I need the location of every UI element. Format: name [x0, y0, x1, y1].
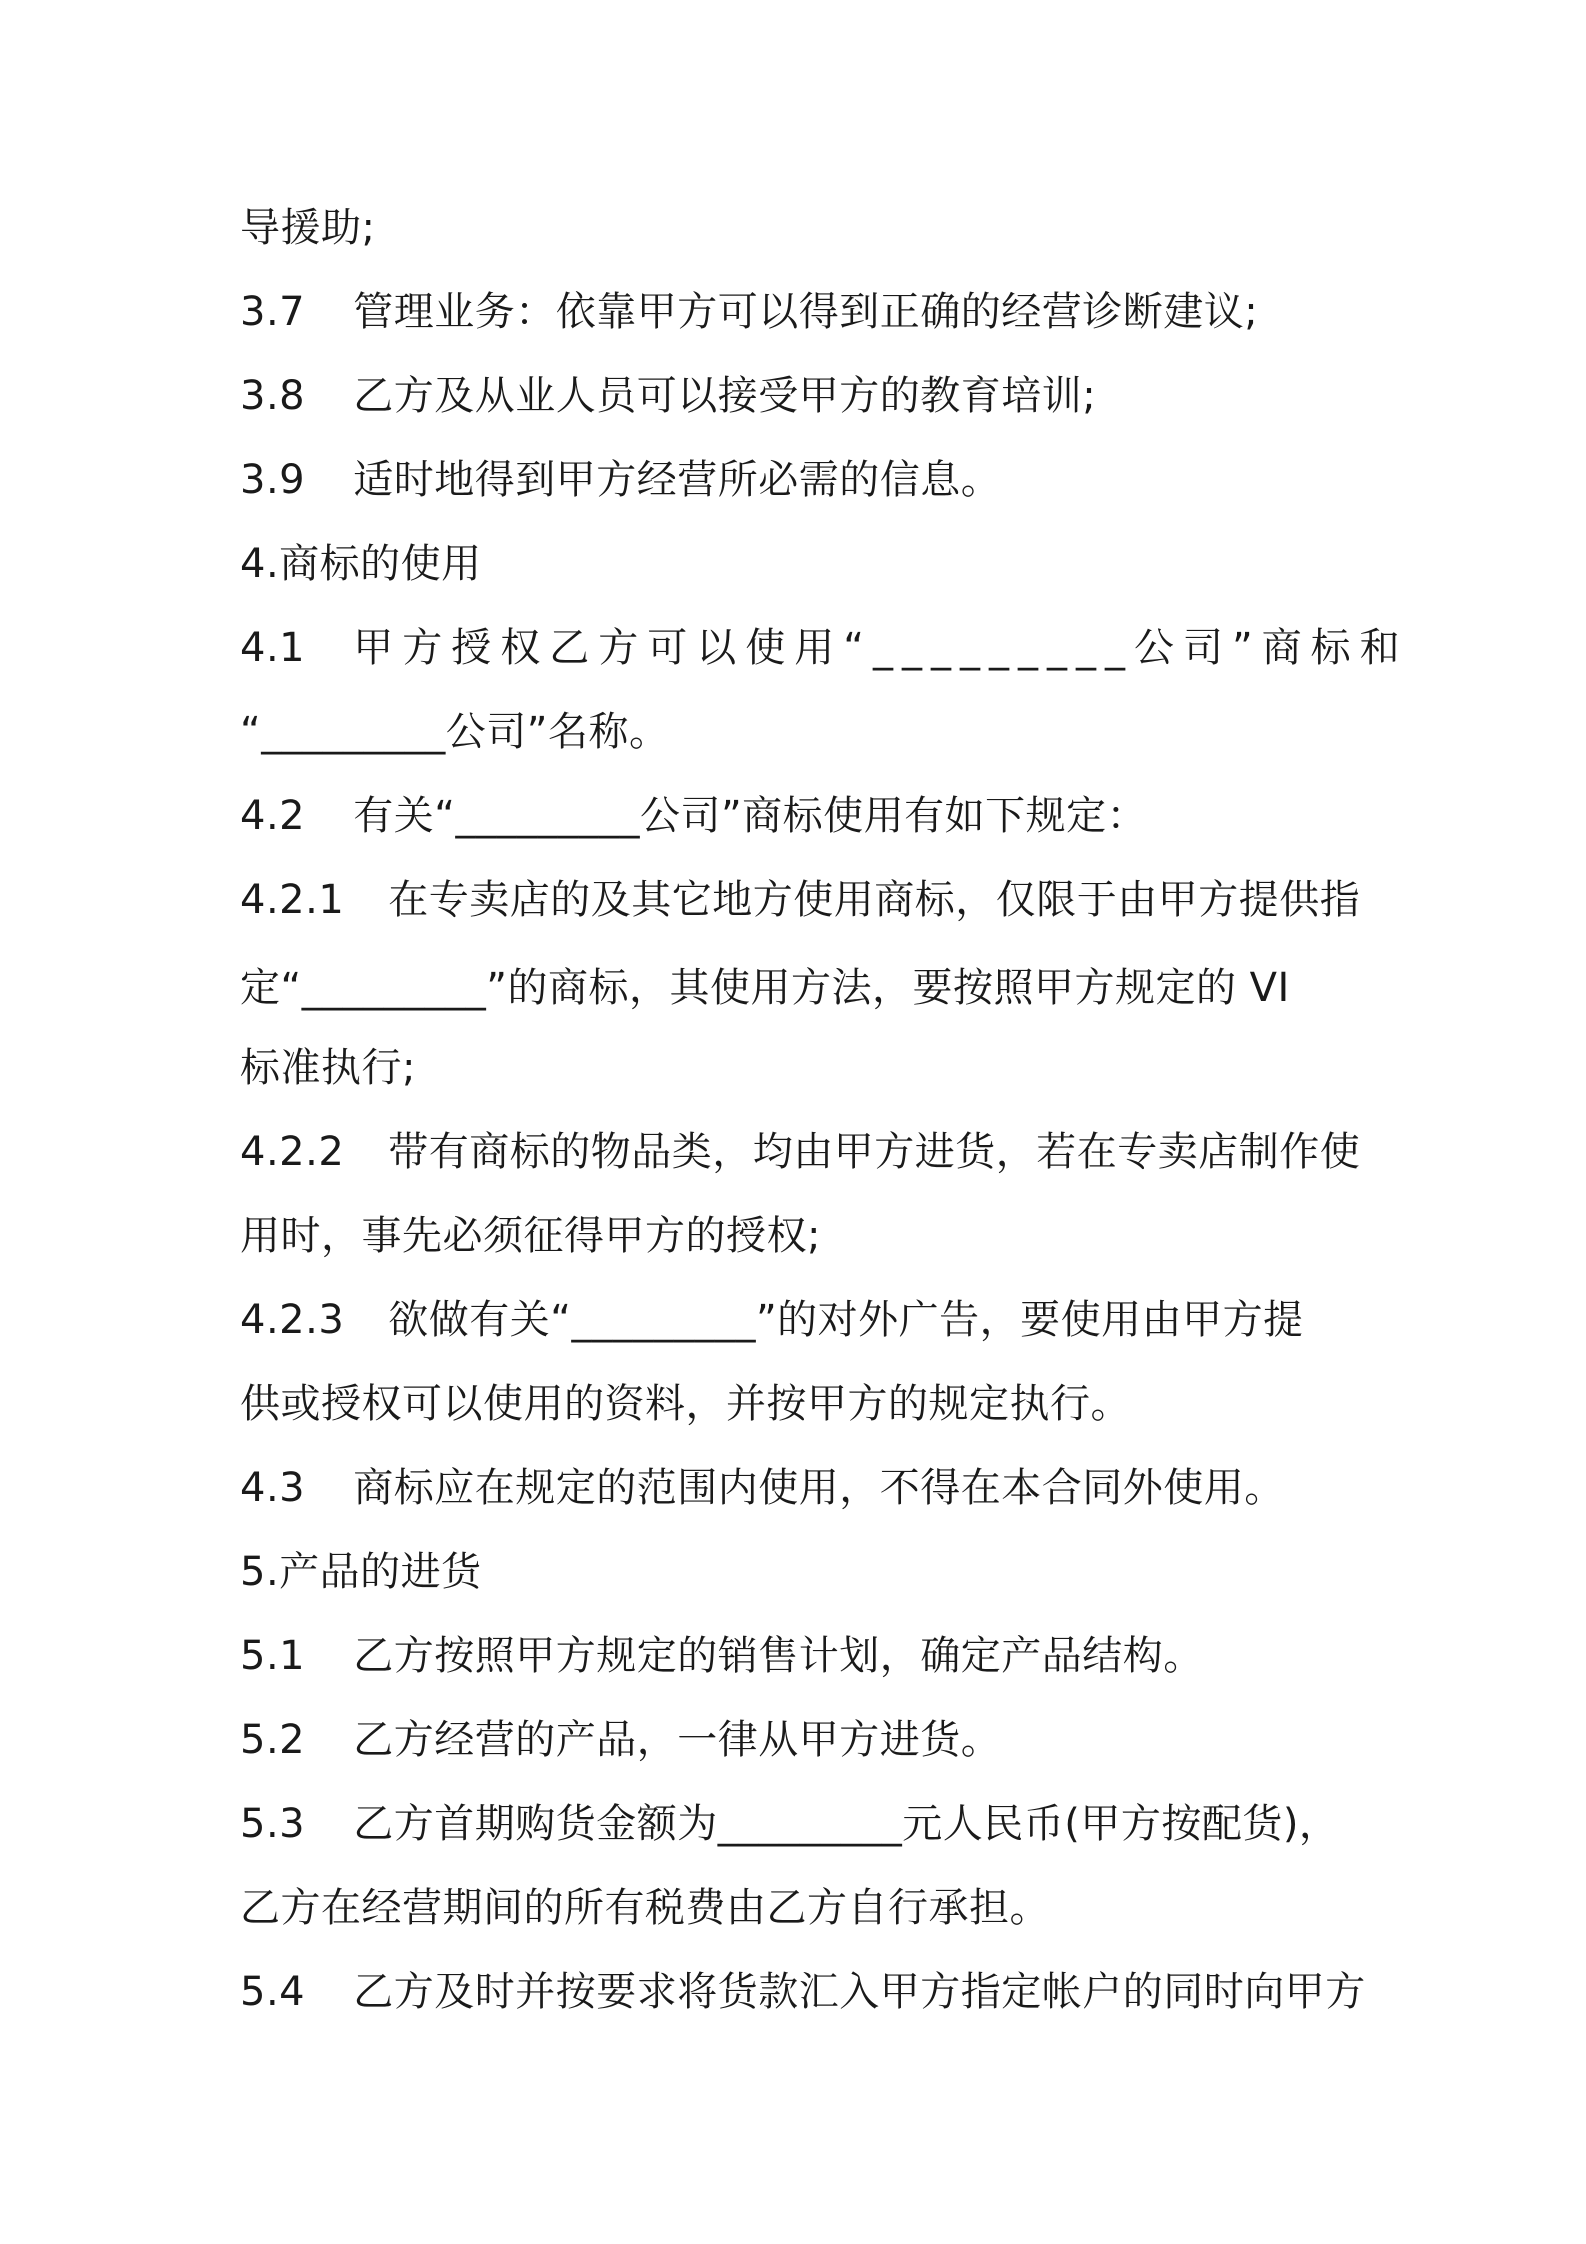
clause-number: 5.3: [240, 1801, 306, 1847]
clause-4-2-3: [240, 1290, 1304, 1350]
clause-number: 3.8: [240, 373, 306, 419]
clause-number: 5.2: [240, 1717, 306, 1763]
clause-4-2-2-continued: [240, 1206, 821, 1266]
clause-5-4: [240, 1962, 1366, 2022]
clause-4-2: [240, 786, 1147, 846]
clause-text: “_________公司”名称。: [240, 709, 670, 755]
clause-number: 5.4: [240, 1969, 306, 2015]
clause-number: 4.2.1: [240, 877, 345, 923]
clause-number: 4.1: [240, 625, 306, 671]
clause-text: 供或授权可以使用的资料，并按甲方的规定执行。: [240, 1381, 1131, 1427]
clause-text: 商标应在规定的范围内使用，不得在本合同外使用。: [353, 1465, 1285, 1511]
clause-text: 乙方按照甲方规定的销售计划，确定产品结构。: [353, 1633, 1204, 1679]
clause-4-2-1-continued: [240, 1038, 416, 1098]
clause-3-9: [240, 450, 1001, 510]
clause-number: 4.2.2: [240, 1129, 345, 1175]
clause-text: 适时地得到甲方经营所必需的信息。: [353, 457, 1002, 503]
section-heading-5: [240, 1542, 482, 1602]
clause-3-7: [240, 282, 1258, 342]
clause-number: 5.1: [240, 1633, 306, 1679]
clause-5-3-continued: [240, 1878, 1050, 1938]
clause-text: 有关“_________公司”商标使用有如下规定：: [353, 793, 1148, 839]
clause-text: 乙方在经营期间的所有税费由乙方自行承担。: [240, 1885, 1050, 1931]
paragraph-line: [240, 198, 375, 258]
clause-text: 乙方首期购货金额为_________元人民币(甲方按配货)，: [353, 1801, 1340, 1847]
clause-5-3: [240, 1794, 1339, 1854]
clause-text: 乙方经营的产品，一律从甲方进货。: [353, 1717, 1002, 1763]
section-title: 4.商标的使用: [240, 541, 482, 587]
clause-text: 在专卖店的及其它地方使用商标，仅限于由甲方提供指: [388, 877, 1361, 923]
clause-4-3: [240, 1458, 1285, 1518]
clause-number: 3.9: [240, 457, 306, 503]
clause-3-8: [240, 366, 1096, 426]
clause-text: 定“_________”的商标，其使用方法，要按照甲方规定的 VI: [240, 965, 1290, 1011]
clause-number: 4.2: [240, 793, 306, 839]
clause-text: 带有商标的物品类，均由甲方进货，若在专卖店制作使: [388, 1129, 1361, 1175]
clause-4-2-1: [240, 870, 1360, 930]
clause-text: 管理业务：依靠甲方可以得到正确的经营诊断建议;: [353, 289, 1259, 335]
clause-text: 甲方授权乙方可以使用“_________公司”商标和: [353, 625, 1409, 671]
clause-4-1: [240, 618, 1409, 678]
section-heading-4: [240, 534, 482, 594]
clause-4-2-3-continued: [240, 1374, 1131, 1434]
clause-text: 标准执行;: [240, 1045, 416, 1091]
clause-text: 欲做有关“_________”的对外广告，要使用由甲方提: [388, 1297, 1304, 1343]
clause-5-2: [240, 1710, 1001, 1770]
clause-4-2-1-continued: [240, 958, 1290, 1018]
clause-text: 乙方及时并按要求将货款汇入甲方指定帐户的同时向甲方: [353, 1969, 1366, 2015]
clause-number: 3.7: [240, 289, 306, 335]
clause-text: 乙方及从业人员可以接受甲方的教育培训;: [353, 373, 1097, 419]
clause-number: 4.2.3: [240, 1297, 345, 1343]
clause-number: 4.3: [240, 1465, 306, 1511]
section-title: 5.产品的进货: [240, 1549, 482, 1595]
clause-4-2-2: [240, 1122, 1360, 1182]
clause-text: 用时，事先必须征得甲方的授权;: [240, 1213, 821, 1259]
line-text: 导援助;: [240, 205, 376, 251]
clause-4-1-continued: [240, 702, 669, 762]
clause-5-1: [240, 1626, 1204, 1686]
